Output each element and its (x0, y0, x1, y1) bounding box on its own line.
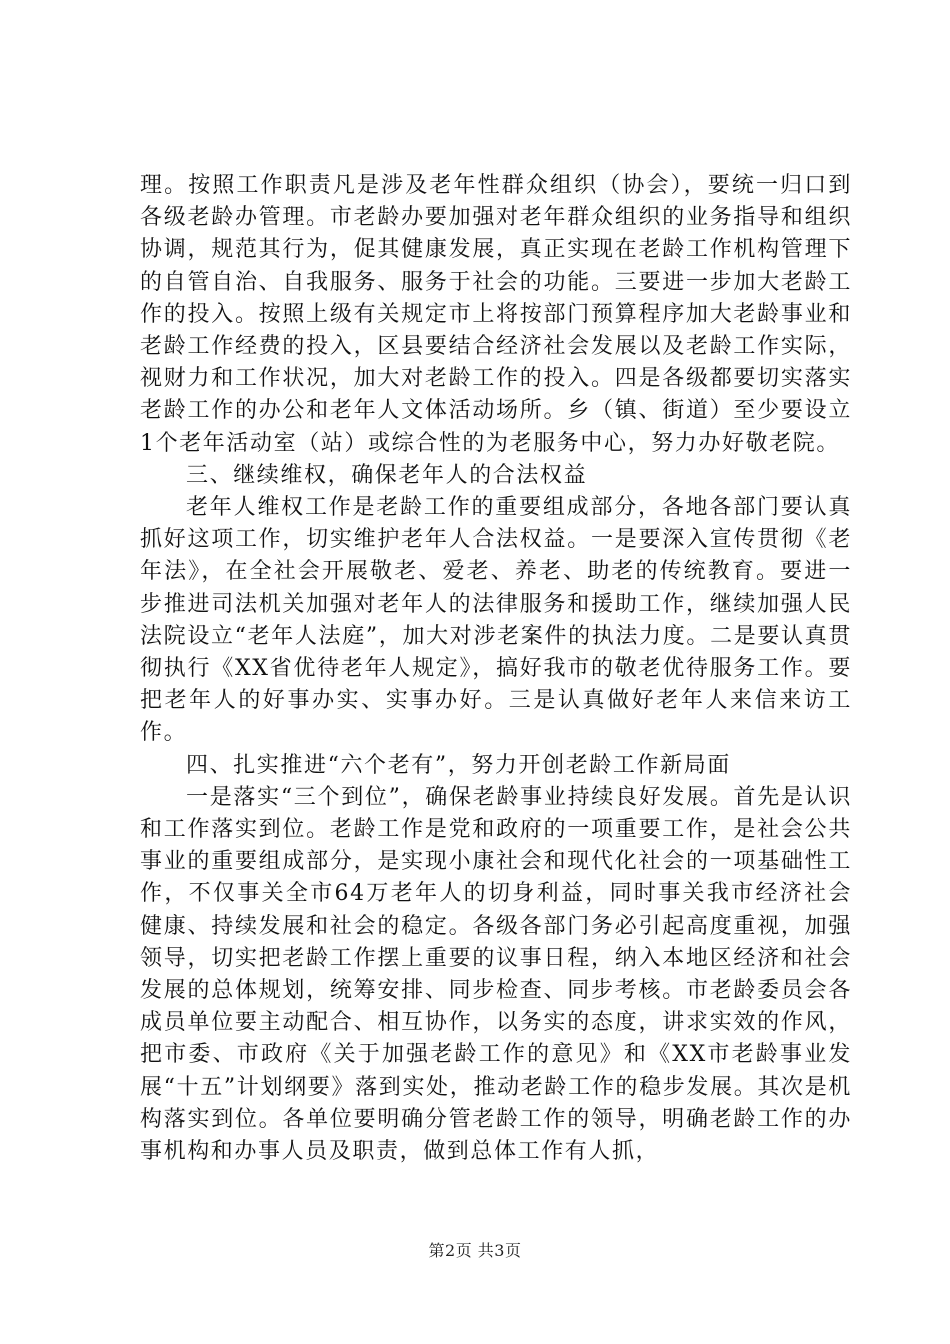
section-heading-4: 四、扎实推进“六个老有”，努力开创老龄工作新局面 (186, 752, 731, 778)
paragraph-continuation: 理。按照工作职责凡是涉及老年性群众组织（协会），要统一归口到各级老龄办管理。市老龄办要加强对老年群众组织的业务指导和组织协调，规范其行为，促其健康发展，真正实现在老龄工作机构管理下的自管自治、自我服务、服务于社会的功能。三要进一步加大老龄工作的投入。按照上级有关规定市上将按部门预算程序加大老龄事业和老龄工作经费的投入，区县要结合经济社会发展以及老龄工作实际，视财力和工作状况，加大对老龄工作的投入。四是各级都要切实落实老龄工作的办公和老年人文体活动场所。乡（镇、街道）至少要设立1个老年活动室（站）或综合性的为老服务中心，努力办好敬老院。 (140, 173, 852, 456)
page-number-footer: 第2页 共3页 (428, 1241, 522, 1260)
section-heading-3: 三、继续维权，确保老年人的合法权益 (186, 462, 588, 488)
document-body (140, 170, 852, 1168)
paragraph-rights: 老年人维权工作是老龄工作的重要组成部分，各地各部门要认真抓好这项工作，切实维护老年人合法权益。一是要深入宣传贯彻《老年法》，在全社会开展敬老、爱老、养老、助老的传统教育。要进一步推进司法机关加强对老年人的法律服务和援助工作，继续加强人民法院设立“老年人法庭”，加大对涉老案件的执法力度。二是要认真贯彻执行《XX省优待老年人规定》，搞好我市的敬老优待服务工作。要把老年人的好事办实、实事办好。三是认真做好老年人来信来访工作。 (140, 495, 852, 746)
paragraph-three-in-place: 一是落实“三个到位”，确保老龄事业持续良好发展。首先是认识和工作落实到位。老龄工作是党和政府的一项重要工作，是社会公共事业的重要组成部分，是实现小康社会和现代化社会的一项基础性工作，不仅事关全市64万老年人的切身利益，同时事关我市经济社会健康、持续发展和社会的稳定。各级各部门务必引起高度重视，加强领导，切实把老龄工作摆上重要的议事日程，纳入本地区经济和社会发展的总体规划，统筹安排、同步检查、同步考核。市老龄委员会各成员单位要主动配合、相互协作，以务实的态度，讲求实效的作风，把市委、市政府《关于加强老龄工作的意见》和《XX市老龄事业发展“十五”计划纲要》落到实处，推动老龄工作的稳步发展。其次是机构落实到位。各单位要明确分管老龄工作的领导，明确老龄工作的办事机构和办事人员及职责，做到总体工作有人抓， (140, 784, 852, 1165)
